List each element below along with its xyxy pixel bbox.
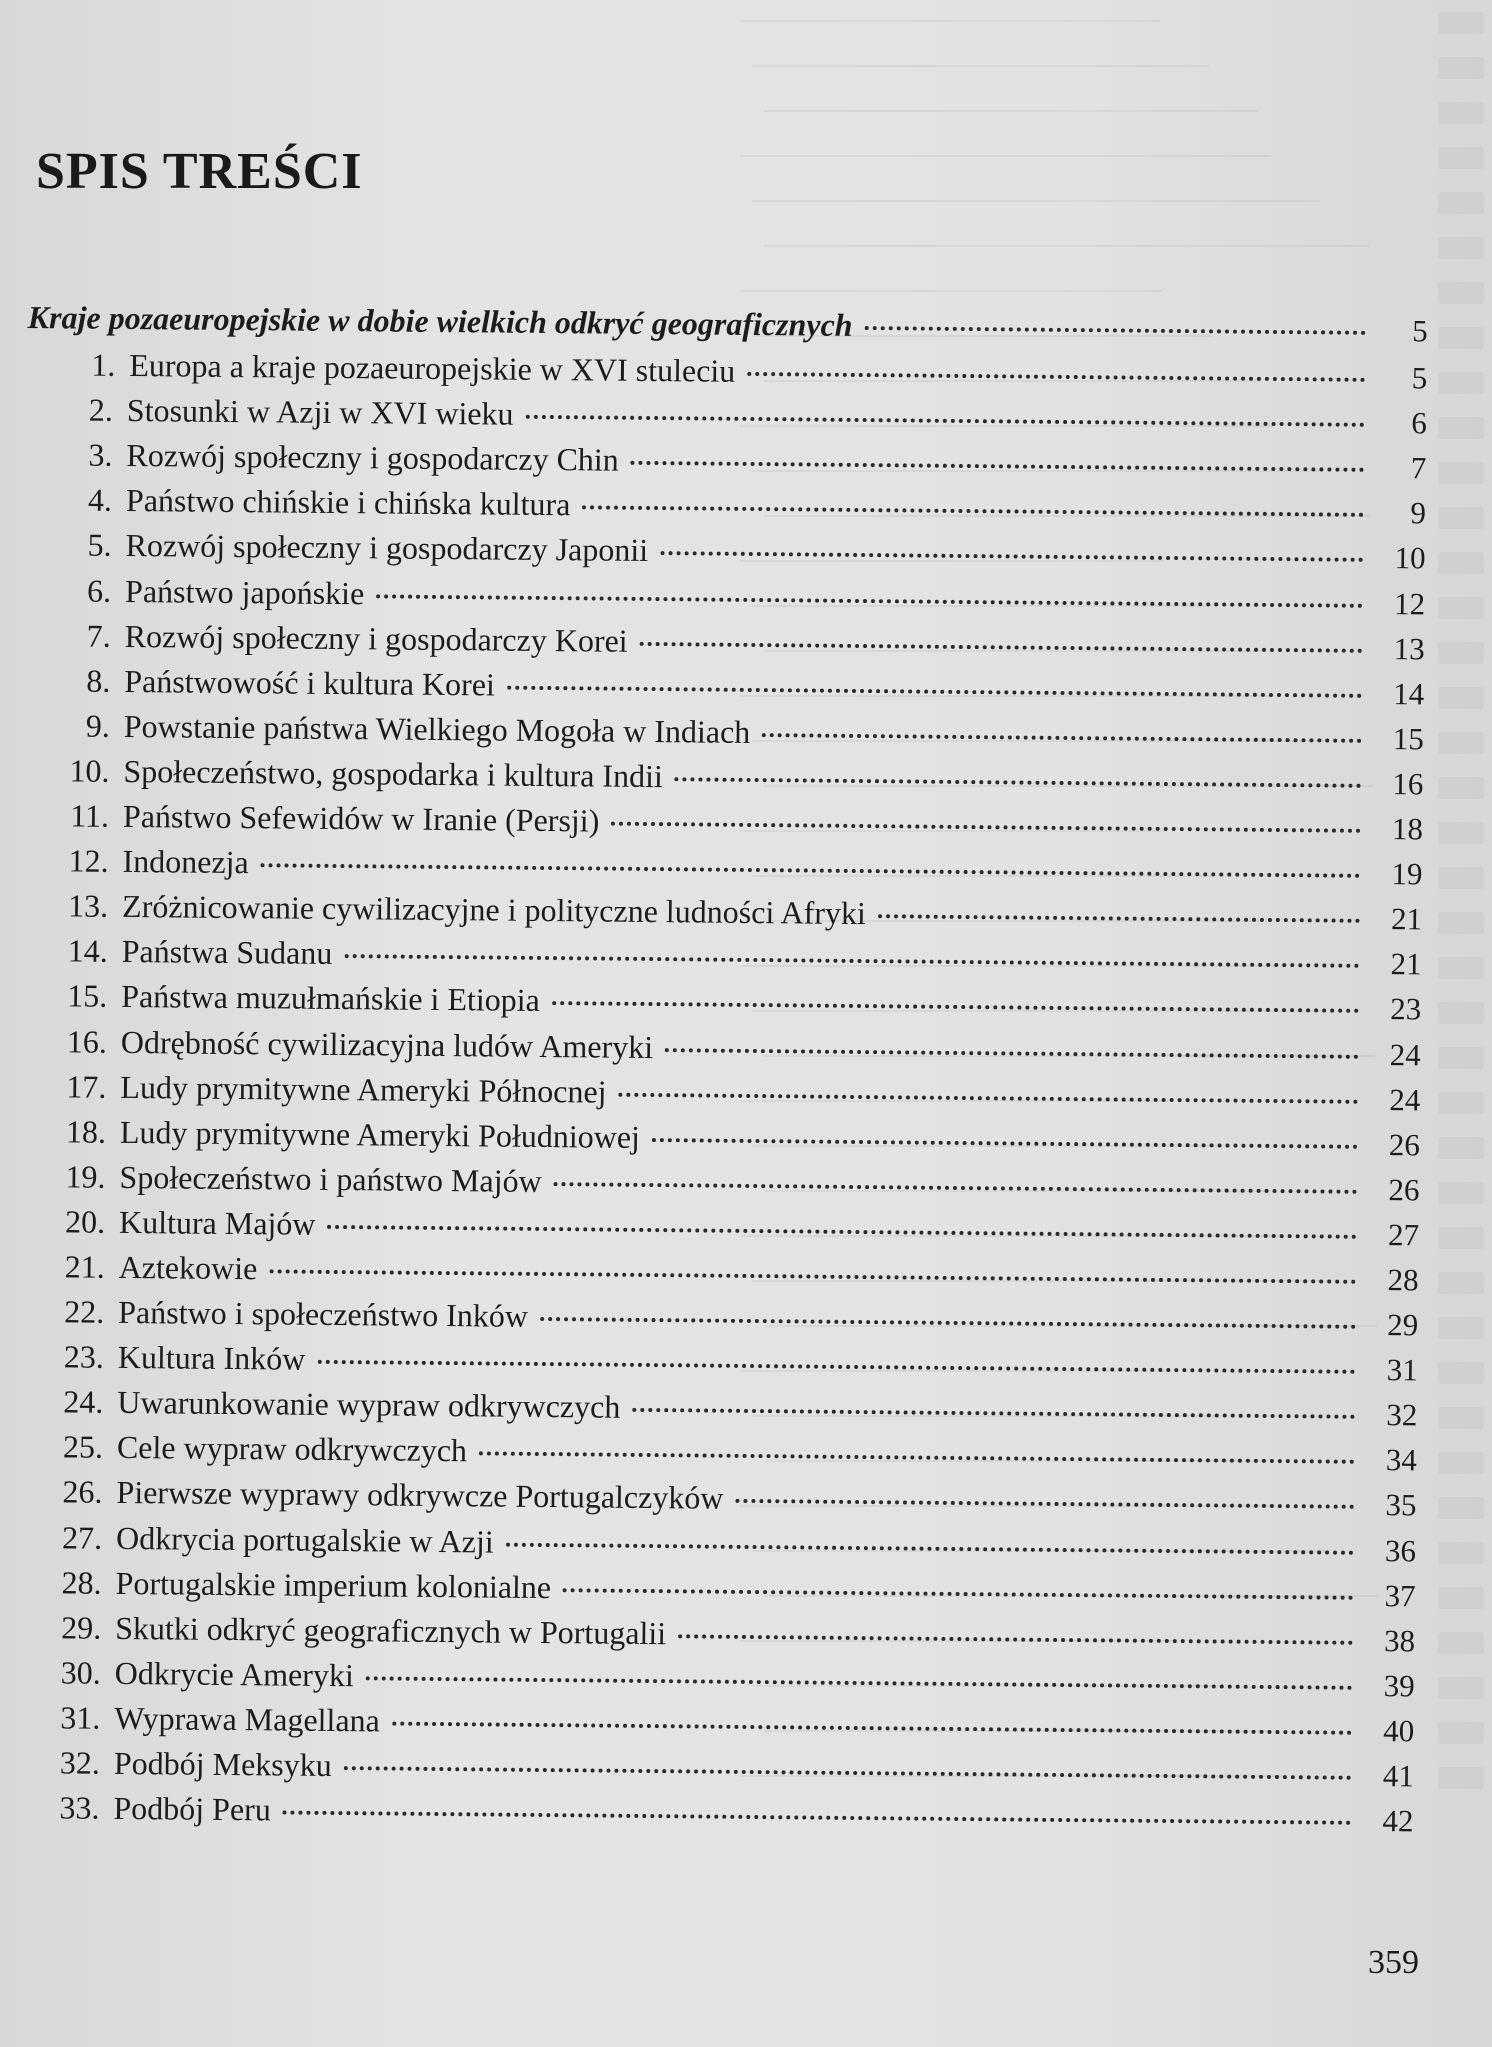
entry-page-number: 6 bbox=[1411, 405, 1428, 441]
ghost-line bbox=[764, 245, 1369, 247]
entry-number: 27. bbox=[61, 1518, 103, 1556]
dot-leader bbox=[762, 733, 1362, 743]
entry-number: 9. bbox=[85, 707, 111, 744]
section-page-number: 5 bbox=[1412, 313, 1428, 349]
ghost-number bbox=[1438, 1767, 1484, 1789]
entry-title: Ludy prymitywne Ameryki Północnej bbox=[120, 1068, 607, 1110]
entry-title: Podbój Meksyku bbox=[113, 1744, 332, 1783]
entry-page-number: 41 bbox=[1382, 1758, 1415, 1794]
ghost-number bbox=[1438, 687, 1484, 709]
dot-leader bbox=[552, 1001, 1359, 1013]
entry-number: 8. bbox=[86, 662, 111, 699]
dot-leader bbox=[283, 1811, 1352, 1825]
entry-page-number: 39 bbox=[1383, 1667, 1415, 1704]
entry-number: 24. bbox=[63, 1383, 104, 1421]
ghost-number bbox=[1438, 1722, 1484, 1744]
ghost-number bbox=[1438, 912, 1484, 934]
entry-number: 5. bbox=[87, 527, 112, 564]
toc-entry-list bbox=[13, 342, 1427, 1843]
ghost-line bbox=[764, 110, 1258, 112]
entry-number: 10. bbox=[69, 752, 110, 789]
table-of-contents bbox=[13, 295, 1428, 1844]
dot-leader bbox=[678, 1634, 1353, 1644]
entry-number: 33. bbox=[59, 1789, 100, 1826]
dot-leader bbox=[660, 552, 1363, 563]
dot-leader bbox=[507, 685, 1362, 697]
entry-number: 31. bbox=[60, 1699, 101, 1736]
entry-page-number: 42 bbox=[1382, 1803, 1414, 1839]
dot-leader bbox=[376, 594, 1363, 607]
ghost-line bbox=[740, 20, 1160, 22]
entry-number: 7. bbox=[86, 617, 111, 654]
entry-page-number: 15 bbox=[1392, 720, 1424, 757]
entry-number: 25. bbox=[62, 1428, 104, 1466]
dot-leader bbox=[631, 461, 1365, 472]
entry-title: Państwa Sudanu bbox=[121, 933, 333, 972]
entry-page-number: 26 bbox=[1388, 1126, 1421, 1163]
ghost-number bbox=[1438, 1047, 1484, 1069]
dot-leader bbox=[563, 1588, 1354, 1600]
ghost-number bbox=[1438, 822, 1484, 844]
dot-leader bbox=[632, 1408, 1355, 1419]
dot-leader bbox=[269, 1269, 1356, 1283]
ghost-number bbox=[1438, 372, 1484, 394]
dot-leader bbox=[582, 506, 1364, 518]
ghost-number bbox=[1438, 777, 1484, 799]
ghost-number bbox=[1438, 1137, 1484, 1159]
ghost-number bbox=[1438, 417, 1484, 439]
entry-title: Zróżnicowanie cywilizacyjne i polityczne ludności Afryki bbox=[121, 888, 867, 932]
ghost-number bbox=[1438, 957, 1484, 979]
dot-leader bbox=[261, 863, 1361, 878]
entry-number: 4. bbox=[87, 481, 113, 519]
entry-page-number: 31 bbox=[1386, 1352, 1418, 1388]
ghost-number bbox=[1438, 1632, 1484, 1654]
entry-number: 19. bbox=[65, 1158, 106, 1195]
entry-page-number: 18 bbox=[1391, 811, 1424, 847]
dot-leader bbox=[554, 1182, 1358, 1194]
dot-leader bbox=[506, 1542, 1354, 1554]
entry-page-number: 19 bbox=[1391, 856, 1423, 892]
dot-leader bbox=[344, 954, 1359, 968]
ghost-number bbox=[1438, 597, 1484, 619]
entry-number: 1. bbox=[91, 346, 116, 383]
ghost-number bbox=[1438, 327, 1484, 349]
entry-page-number: 23 bbox=[1390, 991, 1422, 1027]
ghost-number bbox=[1438, 192, 1484, 214]
entry-title: Społeczeństwo i państwo Majów bbox=[119, 1158, 542, 1199]
ghost-number bbox=[1438, 462, 1484, 484]
entry-page-number: 32 bbox=[1386, 1397, 1418, 1433]
entry-title: Ludy prymitywne Ameryki Południowej bbox=[119, 1113, 641, 1155]
dot-leader bbox=[747, 372, 1365, 382]
ghost-number bbox=[1438, 147, 1484, 169]
entry-number: 21. bbox=[64, 1248, 105, 1285]
dot-leader bbox=[525, 415, 1364, 427]
entry-page-number: 5 bbox=[1411, 360, 1428, 396]
entry-number: 13. bbox=[67, 887, 109, 925]
dot-leader bbox=[479, 1452, 1355, 1464]
entry-page-number: 16 bbox=[1392, 766, 1424, 802]
ghost-number bbox=[1438, 1677, 1484, 1699]
ghost-number bbox=[1438, 1182, 1484, 1204]
entry-title: Podbój Peru bbox=[113, 1789, 271, 1828]
ghost-number bbox=[1438, 1272, 1484, 1294]
entry-number: 17. bbox=[66, 1067, 107, 1105]
ghost-number bbox=[1438, 1497, 1484, 1519]
entry-number: 2. bbox=[88, 391, 114, 429]
ghost-number bbox=[1438, 1542, 1484, 1564]
dot-leader bbox=[640, 642, 1363, 653]
entry-title: Kultura Majów bbox=[118, 1203, 316, 1242]
dot-leader bbox=[327, 1225, 1357, 1239]
entry-page-number: 35 bbox=[1385, 1487, 1417, 1523]
dot-leader bbox=[392, 1721, 1352, 1734]
entry-title: Odkrycia portugalskie w Azji bbox=[115, 1519, 494, 1560]
entry-title: Wyprawa Magellana bbox=[114, 1699, 381, 1739]
ghost-number bbox=[1438, 867, 1484, 889]
ghost-number bbox=[1438, 1362, 1484, 1384]
entry-page-number: 9 bbox=[1410, 495, 1427, 531]
dot-leader bbox=[344, 1766, 1352, 1780]
dot-leader bbox=[611, 822, 1361, 833]
dot-leader bbox=[665, 1048, 1359, 1059]
ghost-number bbox=[1438, 1452, 1484, 1474]
entry-title: Państwo i społeczeństwo Inków bbox=[118, 1293, 529, 1334]
entry-number: 30. bbox=[60, 1654, 101, 1691]
entry-title: Odrębność cywilizacyjna ludów Ameryki bbox=[120, 1023, 654, 1065]
entry-page-number: 21 bbox=[1390, 901, 1423, 937]
entry-page-number: 21 bbox=[1390, 946, 1422, 982]
entry-title: Państwa muzułmańskie i Etiopia bbox=[121, 978, 541, 1019]
entry-page-number: 24 bbox=[1389, 1081, 1421, 1117]
entry-page-number: 36 bbox=[1384, 1532, 1417, 1568]
entry-title: Społeczeństwo, gospodarka i kultura Indii bbox=[123, 752, 664, 795]
ghost-number bbox=[1438, 237, 1484, 259]
entry-page-number: 13 bbox=[1393, 630, 1425, 667]
entry-page-number: 26 bbox=[1388, 1171, 1420, 1208]
ghost-number bbox=[1438, 642, 1484, 664]
page-number: 359 bbox=[1368, 1944, 1419, 1981]
entry-title: Skutki odkryć geograficznych w Portugalii bbox=[115, 1609, 667, 1651]
ghost-number bbox=[1438, 507, 1484, 529]
entry-number: 6. bbox=[86, 572, 112, 609]
entry-page-number: 10 bbox=[1394, 540, 1426, 576]
entry-number: 18. bbox=[65, 1113, 107, 1150]
entry-title: Powstanie państwa Wielkiego Mogoła w Indiach bbox=[123, 707, 751, 750]
entry-page-number: 7 bbox=[1410, 450, 1427, 486]
entry-title: Europa a kraje pozaeuropejskie w XVI stuleciu bbox=[129, 347, 736, 389]
dot-leader bbox=[878, 914, 1360, 923]
entry-page-number: 29 bbox=[1387, 1307, 1419, 1343]
entry-title: Państwowość i kultura Korei bbox=[124, 662, 496, 703]
entry-number: 15. bbox=[67, 977, 108, 1015]
entry-number: 11. bbox=[70, 797, 110, 834]
ghost-line bbox=[740, 290, 1162, 292]
dot-leader bbox=[540, 1317, 1356, 1329]
dot-leader bbox=[652, 1138, 1358, 1149]
entry-number: 3. bbox=[88, 436, 113, 474]
ghost-number bbox=[1438, 1407, 1484, 1429]
ghost-number bbox=[1438, 1092, 1484, 1114]
ghost-number bbox=[1438, 57, 1484, 79]
ghost-number bbox=[1438, 12, 1484, 34]
entry-title: Państwo Sefewidów w Iranie (Persji) bbox=[122, 797, 600, 839]
entry-number: 20. bbox=[64, 1203, 106, 1240]
ghost-line bbox=[740, 155, 1271, 157]
entry-title: Aztekowie bbox=[118, 1248, 258, 1287]
entry-number: 23. bbox=[63, 1338, 104, 1375]
dot-leader bbox=[317, 1360, 1355, 1374]
entry-title: Indonezja bbox=[122, 843, 249, 881]
entry-title: Państwo chińskie i chińska kultura bbox=[125, 482, 571, 523]
entry-title: Cele wypraw odkrywczych bbox=[116, 1429, 468, 1469]
entry-title: Uwarunkowanie wypraw odkrywczych bbox=[117, 1384, 621, 1425]
ghost-line bbox=[752, 65, 1209, 67]
entry-page-number: 40 bbox=[1383, 1712, 1415, 1749]
entry-title: Rozwój społeczny i gospodarczy Japonii bbox=[125, 527, 649, 569]
entry-page-number: 28 bbox=[1387, 1262, 1419, 1298]
ghost-number bbox=[1438, 1227, 1484, 1249]
dot-leader bbox=[865, 326, 1366, 335]
dot-leader bbox=[735, 1499, 1354, 1509]
ghost-number bbox=[1438, 552, 1484, 574]
entry-page-number: 14 bbox=[1393, 675, 1425, 712]
entry-page-number: 38 bbox=[1383, 1622, 1416, 1659]
entry-title: Pierwsze wyprawy odkrywcze Portugalczyków bbox=[116, 1474, 724, 1517]
dot-leader bbox=[618, 1092, 1358, 1103]
page-title: SPIS TREŚCI bbox=[36, 143, 363, 200]
entry-number: 12. bbox=[68, 842, 109, 879]
ghost-number bbox=[1438, 1587, 1484, 1609]
entry-number: 28. bbox=[61, 1564, 102, 1601]
entry-number: 16. bbox=[66, 1022, 108, 1060]
ghost-line bbox=[752, 200, 1320, 202]
entry-page-number: 24 bbox=[1389, 1036, 1421, 1072]
entry-number: 26. bbox=[62, 1473, 103, 1511]
section-title: Kraje pozaeuropejskie w dobie wielkich odkryć geograficznych bbox=[27, 298, 853, 343]
entry-title: Państwo japońskie bbox=[124, 572, 365, 611]
ghost-number bbox=[1438, 1002, 1484, 1024]
entry-page-number: 37 bbox=[1384, 1577, 1416, 1614]
dot-leader bbox=[366, 1676, 1353, 1689]
ghost-number bbox=[1438, 102, 1484, 124]
ghost-number bbox=[1438, 282, 1484, 304]
entry-title: Kultura Inków bbox=[117, 1339, 306, 1377]
entry-title: Odkrycie Ameryki bbox=[114, 1654, 354, 1694]
entry-title: Portugalskie imperium kolonialne bbox=[115, 1564, 552, 1605]
entry-title: Rozwój społeczny i gospodarczy Chin bbox=[126, 437, 619, 478]
entry-number: 14. bbox=[67, 932, 108, 970]
entry-page-number: 34 bbox=[1385, 1442, 1418, 1478]
entry-title: Stosunki w Azji w XVI wieku bbox=[126, 392, 514, 432]
ghost-number bbox=[1438, 732, 1484, 754]
entry-number: 32. bbox=[59, 1744, 101, 1781]
entry-page-number: 12 bbox=[1393, 585, 1426, 621]
entry-title: Rozwój społeczny i gospodarczy Korei bbox=[124, 617, 628, 659]
entry-number: 22. bbox=[64, 1293, 105, 1330]
entry-number: 29. bbox=[61, 1609, 102, 1646]
ghost-number bbox=[1438, 1317, 1484, 1339]
dot-leader bbox=[675, 777, 1362, 788]
entry-page-number: 27 bbox=[1387, 1216, 1420, 1253]
